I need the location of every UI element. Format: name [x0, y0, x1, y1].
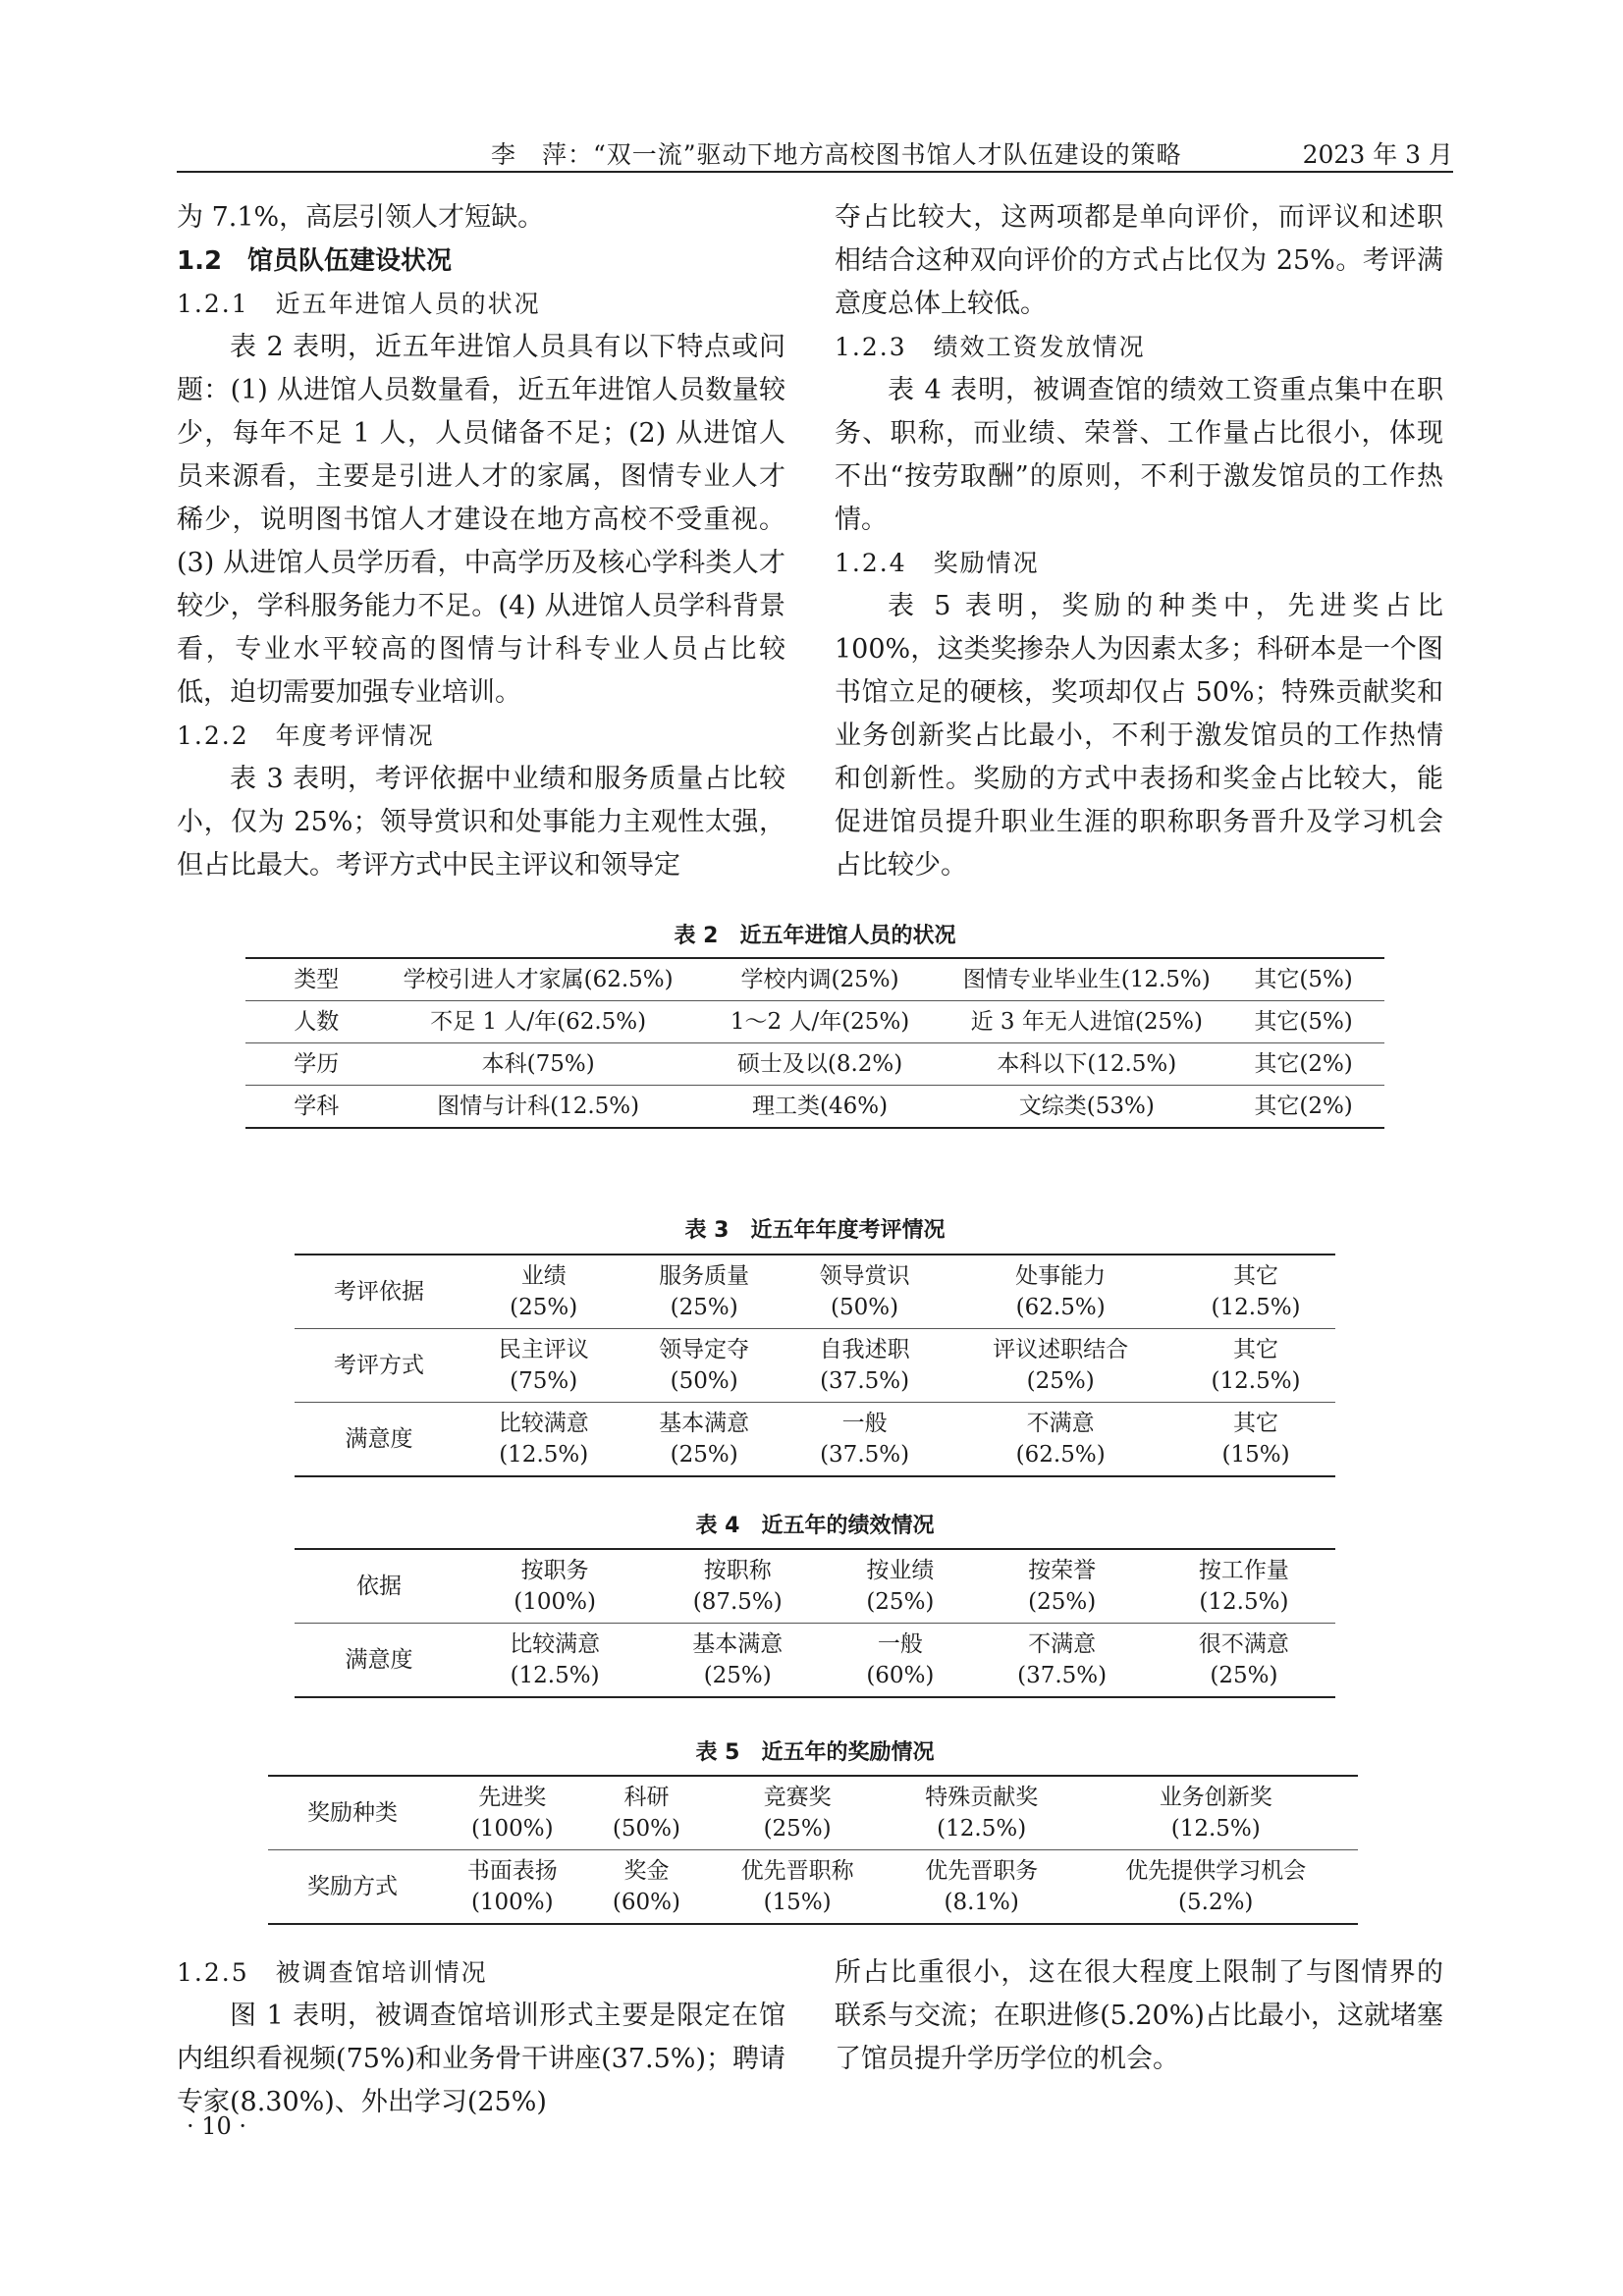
- table3: [295, 1254, 1335, 1477]
- cell-value: (100%): [470, 1890, 554, 1915]
- cell-label: 业务创新奖: [1159, 1785, 1272, 1810]
- table-cell: [890, 1850, 1074, 1925]
- table-cell: [705, 1850, 890, 1925]
- table-cell: [784, 1403, 945, 1477]
- cell-value: (12.5%): [1170, 1816, 1261, 1842]
- table-cell: [588, 1776, 706, 1850]
- cell-label: 不满意: [1028, 1631, 1097, 1657]
- table-cell: 学科: [245, 1086, 387, 1129]
- table2: [245, 957, 1384, 1129]
- table-row: [295, 1403, 1335, 1477]
- table-row: [295, 1255, 1335, 1329]
- header-title: 李 萍：“双一流”驱动下地方高校图书馆人才队伍建设的策略: [491, 140, 1182, 169]
- table-cell: [1153, 1624, 1335, 1698]
- table5-caption: 表 5 近五年的奖励情况: [695, 1740, 935, 1765]
- table-cell: 理工类(46%): [689, 1086, 951, 1129]
- cell-label: 处事能力: [1015, 1263, 1107, 1289]
- cell-label: 自我述职: [819, 1337, 910, 1362]
- table-cell: 其它(2%): [1222, 1086, 1384, 1129]
- cell-value: (100%): [514, 1589, 596, 1615]
- table-cell: [1176, 1329, 1335, 1403]
- cell-value: (50%): [831, 1295, 899, 1320]
- table-cell: 硕士及以(8.2%): [689, 1043, 951, 1086]
- cell-value: (25%): [1210, 1663, 1278, 1688]
- table-row: [295, 1624, 1335, 1698]
- column-left-bottom: [177, 1951, 785, 2124]
- cell-label: 领导定夺: [659, 1337, 750, 1362]
- table-cell: [623, 1255, 784, 1329]
- table-cell: [784, 1255, 945, 1329]
- table-row: [295, 1329, 1335, 1403]
- table-cell: 人数: [245, 1001, 387, 1043]
- cell-value: (8.1%): [944, 1890, 1019, 1915]
- cell-value: (60%): [866, 1663, 935, 1688]
- subsection-heading: 1.2.3 绩效工资发放情况: [835, 333, 1146, 361]
- table-cell: [623, 1329, 784, 1403]
- table-cell: 学校内调(25%): [740, 967, 899, 992]
- table-row: [268, 1776, 1358, 1850]
- cell-value: (62.5%): [1015, 1442, 1106, 1468]
- cell-value: (15%): [1221, 1442, 1290, 1468]
- table4: [295, 1548, 1335, 1698]
- cell-label: 奖金: [623, 1858, 670, 1884]
- cell-value: (25%): [763, 1816, 832, 1842]
- table-cell: 满意度: [295, 1624, 463, 1698]
- table-row: [245, 1086, 1384, 1129]
- cell-value: (25%): [1028, 1589, 1097, 1615]
- table-cell: 文综类(53%): [950, 1086, 1222, 1129]
- cell-value: (75%): [510, 1368, 578, 1394]
- cell-value: (25%): [670, 1295, 738, 1320]
- table-cell: 奖励种类: [307, 1800, 398, 1826]
- cell-value: (15%): [763, 1890, 832, 1915]
- cell-value: (25%): [670, 1442, 738, 1468]
- cell-label: 优先晋职务: [925, 1858, 1039, 1884]
- paragraph: 表 2 表明，近五年进馆人员具有以下特点或问题：(1) 从进馆人员数量看，近五年进馆人员数量较少，每年不足 1 人，人员储备不足；(2) 从进馆人员来源看，主要是引进人才的家属，图情专业人才稀少，说明图书馆人才建设在地方高校不受重视。(3) 从进馆人员学历看，中高学历及核心学科类人才较少，学科服务能力不足。(4) 从进馆人员学科背景看，专业水平较高的图情与计科专业人员占比较低，迫切需要加强专业培训。: [177, 332, 785, 708]
- header-date: 2023 年 3 月: [1302, 140, 1453, 169]
- table-cell: 其它(2%): [1222, 1043, 1384, 1086]
- table3-caption: 表 3 近五年年度考评情况: [684, 1218, 946, 1243]
- cell-value: (62.5%): [1015, 1295, 1106, 1320]
- cell-label: 优先晋职称: [740, 1858, 854, 1884]
- cell-label: 基本满意: [692, 1631, 784, 1657]
- cell-label: 业绩: [520, 1263, 567, 1289]
- table-cell: 1～2 人/年(25%): [689, 1001, 951, 1043]
- cell-value: (25%): [866, 1589, 935, 1615]
- table-cell: [463, 1403, 623, 1477]
- table5: [268, 1775, 1358, 1925]
- table-cell: 依据: [356, 1574, 402, 1599]
- cell-label: 其它: [1233, 1411, 1279, 1436]
- paragraph: 表 4 表明，被调查馆的绩效工资重点集中在职务、职称，而业绩、荣誉、工作量占比很小，体现不出“按劳取酬”的原则，不利于激发馆员的工作热情。: [835, 375, 1443, 535]
- table-cell: [1176, 1255, 1335, 1329]
- subsection-heading: 1.2.4 奖励情况: [835, 549, 1040, 577]
- table-cell: [437, 1776, 588, 1850]
- section-heading: 1.2 馆员队伍建设状况: [177, 246, 453, 276]
- cell-value: (37.5%): [820, 1442, 910, 1468]
- table-cell: [945, 1255, 1176, 1329]
- table-cell: 近 3 年无人进馆(25%): [950, 1001, 1222, 1043]
- cell-value: (25%): [510, 1295, 578, 1320]
- table-cell: [945, 1403, 1176, 1477]
- running-header: [177, 132, 1453, 173]
- table-cell: [588, 1850, 706, 1925]
- cell-value: (12.5%): [1199, 1589, 1289, 1615]
- cell-value: (37.5%): [1017, 1663, 1108, 1688]
- cell-value: (50%): [612, 1816, 680, 1842]
- cell-value: (12.5%): [510, 1663, 600, 1688]
- column-right-top: [835, 196, 1443, 887]
- table-cell: 满意度: [295, 1403, 463, 1477]
- table-cell: [971, 1549, 1152, 1624]
- table-cell: [646, 1624, 829, 1698]
- cell-label: 服务质量: [659, 1263, 750, 1289]
- table-cell: [463, 1549, 646, 1624]
- cell-label: 很不满意: [1198, 1631, 1289, 1657]
- cell-label: 按职称: [703, 1558, 772, 1583]
- cell-label: 不满意: [1026, 1411, 1095, 1436]
- cell-label: 一般: [877, 1631, 923, 1657]
- cell-value: (87.5%): [692, 1589, 783, 1615]
- cell-label: 先进奖: [478, 1785, 547, 1810]
- table-cell: 考评方式: [295, 1329, 463, 1403]
- cell-label: 科研: [623, 1785, 670, 1810]
- table-cell: 图情与计科(12.5%): [387, 1086, 688, 1129]
- table-cell: [1073, 1776, 1358, 1850]
- table-cell: [945, 1329, 1176, 1403]
- table-cell: [784, 1329, 945, 1403]
- cell-value: (60%): [612, 1890, 680, 1915]
- paragraph: 图 1 表明，被调查馆培训形式主要是限定在馆内组织看视频(75%)和业务骨干讲座(37.5%)；聘请专家(8.30%)、外出学习(25%): [177, 2001, 785, 2117]
- cell-label: 比较满意: [498, 1411, 589, 1436]
- cell-value: (12.5%): [937, 1816, 1027, 1842]
- paragraph: 表 3 表明，考评依据中业绩和服务质量占比较小，仅为 25%；领导赏识和处事能力主观性太强，但占比最大。考评方式中民主评议和领导定: [177, 764, 785, 881]
- table-row: [245, 1001, 1384, 1043]
- paragraph: 为 7.1%，高层引领人才短缺。: [177, 202, 545, 233]
- table-cell: [623, 1403, 784, 1477]
- table-cell: [971, 1624, 1152, 1698]
- column-right-bottom: [835, 1951, 1443, 2081]
- cell-label: 比较满意: [510, 1631, 601, 1657]
- cell-value: (37.5%): [820, 1368, 910, 1394]
- cell-label: 民主评议: [498, 1337, 589, 1362]
- column-left-top: [177, 196, 785, 887]
- cell-label: 其它: [1233, 1337, 1279, 1362]
- cell-value: (12.5%): [1211, 1368, 1301, 1394]
- table-cell: 其它(5%): [1222, 1001, 1384, 1043]
- table-cell: 学历: [245, 1043, 387, 1086]
- table-cell: [1176, 1403, 1335, 1477]
- table-row: [245, 1043, 1384, 1086]
- subsection-heading: 1.2.5 被调查馆培训情况: [177, 1958, 488, 1987]
- table4-caption: 表 4 近五年的绩效情况: [695, 1514, 935, 1538]
- cell-label: 按工作量: [1198, 1558, 1289, 1583]
- cell-value: (12.5%): [499, 1442, 589, 1468]
- table-row: [268, 1850, 1358, 1925]
- table-cell: [705, 1776, 890, 1850]
- table-cell: 图情专业毕业生(12.5%): [962, 967, 1211, 992]
- table-cell: 学校引进人才家属(62.5%): [403, 967, 674, 992]
- table-cell: [890, 1776, 1074, 1850]
- cell-label: 领导赏识: [819, 1263, 910, 1289]
- paragraph: 所占比重很小，这在很大程度上限制了与图情界的联系与交流；在职进修(5.20%)占比最小，这就堵塞了馆员提升学历学位的机会。: [835, 1957, 1443, 2074]
- cell-label: 一般: [841, 1411, 888, 1436]
- table-cell: [437, 1850, 588, 1925]
- subsection-heading: 1.2.1 近五年进馆人员的状况: [177, 290, 541, 318]
- table-cell: [646, 1549, 829, 1624]
- table-row: [245, 958, 1384, 1001]
- table-cell: [463, 1329, 623, 1403]
- cell-value: (5.2%): [1178, 1890, 1254, 1915]
- table-cell: 奖励方式: [268, 1850, 437, 1925]
- table-cell: 考评依据: [334, 1279, 424, 1305]
- table-cell: [829, 1624, 971, 1698]
- page-number: · 10 ·: [187, 2112, 247, 2140]
- table-row: [295, 1549, 1335, 1624]
- cell-value: (50%): [670, 1368, 738, 1394]
- cell-label: 其它: [1233, 1263, 1279, 1289]
- cell-label: 按职务: [520, 1558, 589, 1583]
- table-cell: [1153, 1549, 1335, 1624]
- cell-label: 优先提供学习机会: [1125, 1858, 1307, 1884]
- table-cell: 本科(75%): [387, 1043, 688, 1086]
- table-cell: 其它(5%): [1254, 967, 1353, 992]
- cell-label: 特殊贡献奖: [925, 1785, 1039, 1810]
- table2-caption: 表 2 近五年进馆人员的状况: [674, 924, 956, 948]
- cell-label: 按业绩: [866, 1558, 935, 1583]
- table-cell: 类型: [294, 967, 340, 992]
- paragraph: 夺占比较大，这两项都是单向评价，而评议和述职相结合这种双向评价的方式占比仅为 25%。考评满意度总体上较低。: [835, 202, 1443, 319]
- cell-value: (25%): [1026, 1368, 1095, 1394]
- cell-label: 评议述职结合: [993, 1337, 1129, 1362]
- table-cell: [829, 1549, 971, 1624]
- paragraph: 表 5 表明，奖励的种类中，先进奖占比 100%，这类奖掺杂人为因素太多；科研本是一个图书馆立足的硬核，奖项却仅占 50%；特殊贡献奖和业务创新奖占比最小，不利于激发馆员的工作热情和创新性。奖励的方式中表扬和奖金占比较大，能促进馆员提升职业生涯的职称职务晋升及学习机会占比较少。: [835, 591, 1443, 881]
- table-cell: [463, 1624, 646, 1698]
- cell-value: (100%): [470, 1816, 554, 1842]
- cell-label: 按荣誉: [1028, 1558, 1097, 1583]
- cell-label: 书面表扬: [466, 1858, 558, 1884]
- cell-value: (12.5%): [1211, 1295, 1301, 1320]
- cell-label: 竞赛奖: [763, 1785, 832, 1810]
- table-cell: 本科以下(12.5%): [950, 1043, 1222, 1086]
- table-cell: [463, 1255, 623, 1329]
- cell-value: (25%): [703, 1663, 772, 1688]
- subsection-heading: 1.2.2 年度考评情况: [177, 721, 435, 750]
- table-cell: 不足 1 人/年(62.5%): [387, 1001, 688, 1043]
- cell-label: 基本满意: [659, 1411, 750, 1436]
- table-cell: [1073, 1850, 1358, 1925]
